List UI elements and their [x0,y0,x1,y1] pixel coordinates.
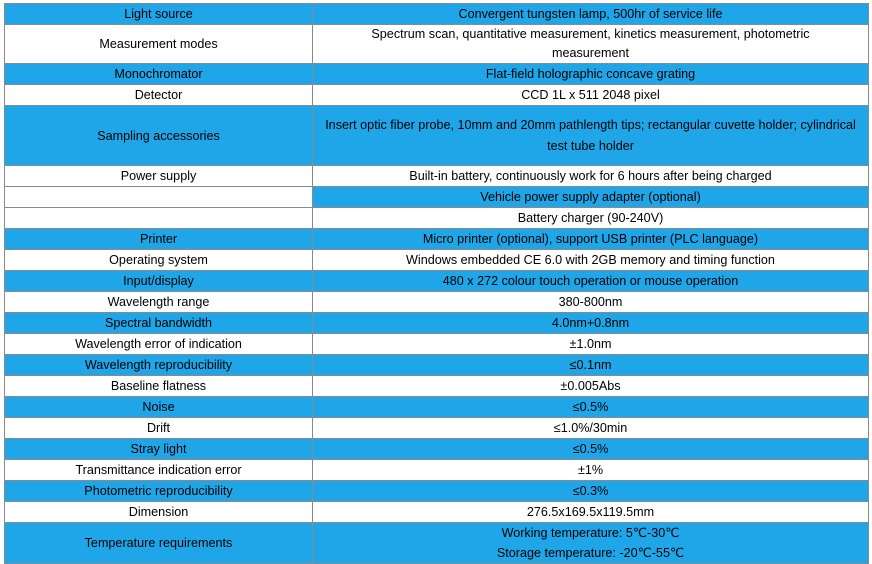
table-row [5,64,869,85]
row-label-input-display: Input/display [5,271,313,292]
row-label-power-supply: Power supply [5,166,313,187]
row-label-sampling-accessories: Sampling accessories [5,106,313,166]
row-value-battery-charger: Battery charger (90-240V) [313,208,869,229]
table-row [5,523,869,564]
storage-temperature: Storage temperature: -20℃-55℃ [496,546,685,560]
row-value-light-source: Convergent tungsten lamp, 500hr of service life [313,4,869,25]
table-row [5,85,869,106]
table-row [5,4,869,25]
row-value-dimension: 276.5x169.5x119.5mm [313,502,869,523]
row-label-empty [5,187,313,208]
table-row [5,460,869,481]
table-row [5,502,869,523]
row-label-printer: Printer [5,229,313,250]
row-label-measurement-modes: Measurement modes [5,25,313,64]
row-value-photometric-reproducibility: ≤0.3% [313,481,869,502]
row-value-baseline-flatness: ±0.005Abs [313,376,869,397]
table-row [5,292,869,313]
row-label-stray-light: Stray light [5,439,313,460]
row-value-wavelength-reproducibility: ≤0.1nm [313,355,869,376]
row-value-wavelength-range: 380-800nm [313,292,869,313]
row-label-photometric-reproducibility: Photometric reproducibility [5,481,313,502]
spec-table [4,3,869,564]
table-row [5,229,869,250]
table-row [5,187,869,208]
row-value-transmittance-error: ±1% [313,460,869,481]
row-value-measurement-modes: Spectrum scan, quantitative measurement, kinetics measurement, photometric measurement [313,25,869,64]
row-value-input-display: 480 x 272 colour touch operation or mouse operation [313,271,869,292]
row-label-transmittance-error: Transmittance indication error [5,460,313,481]
table-row [5,208,869,229]
table-row [5,271,869,292]
table-row [5,355,869,376]
table-row [5,481,869,502]
table-row [5,106,869,166]
row-label-wavelength-error: Wavelength error of indication [5,334,313,355]
row-label-monochromator: Monochromator [5,64,313,85]
table-row [5,397,869,418]
row-label-temperature-requirements: Temperature requirements [5,523,313,564]
row-value-spectral-bandwidth: 4.0nm+0.8nm [313,313,869,334]
table-row [5,166,869,187]
row-value-temperature-requirements [313,523,869,564]
working-temperature: Working temperature: 5℃-30℃ [501,526,680,540]
row-value-sampling-accessories: Insert optic fiber probe, 10mm and 20mm pathlength tips; rectangular cuvette holder; cylindrical test tube holder [313,106,869,166]
row-value-power-supply: Built-in battery, continuously work for 6 hours after being charged [313,166,869,187]
row-label-wavelength-reproducibility: Wavelength reproducibility [5,355,313,376]
row-label-drift: Drift [5,418,313,439]
row-label-noise: Noise [5,397,313,418]
row-label-detector: Detector [5,85,313,106]
row-value-drift: ≤1.0%/30min [313,418,869,439]
row-value-printer: Micro printer (optional), support USB printer (PLC language) [313,229,869,250]
table-row [5,313,869,334]
row-value-detector: CCD 1L x 511 2048 pixel [313,85,869,106]
table-row [5,376,869,397]
row-value-monochromator: Flat-field holographic concave grating [313,64,869,85]
table-row [5,334,869,355]
table-row [5,25,869,64]
row-label-empty [5,208,313,229]
row-value-noise: ≤0.5% [313,397,869,418]
table-row [5,418,869,439]
row-value-stray-light: ≤0.5% [313,439,869,460]
row-label-light-source: Light source [5,4,313,25]
row-label-operating-system: Operating system [5,250,313,271]
row-label-dimension: Dimension [5,502,313,523]
row-value-operating-system: Windows embedded CE 6.0 with 2GB memory and timing function [313,250,869,271]
row-label-baseline-flatness: Baseline flatness [5,376,313,397]
table-row [5,250,869,271]
row-value-wavelength-error: ±1.0nm [313,334,869,355]
table-row [5,439,869,460]
row-value-vehicle-adapter: Vehicle power supply adapter (optional) [313,187,869,208]
row-label-wavelength-range: Wavelength range [5,292,313,313]
row-label-spectral-bandwidth: Spectral bandwidth [5,313,313,334]
